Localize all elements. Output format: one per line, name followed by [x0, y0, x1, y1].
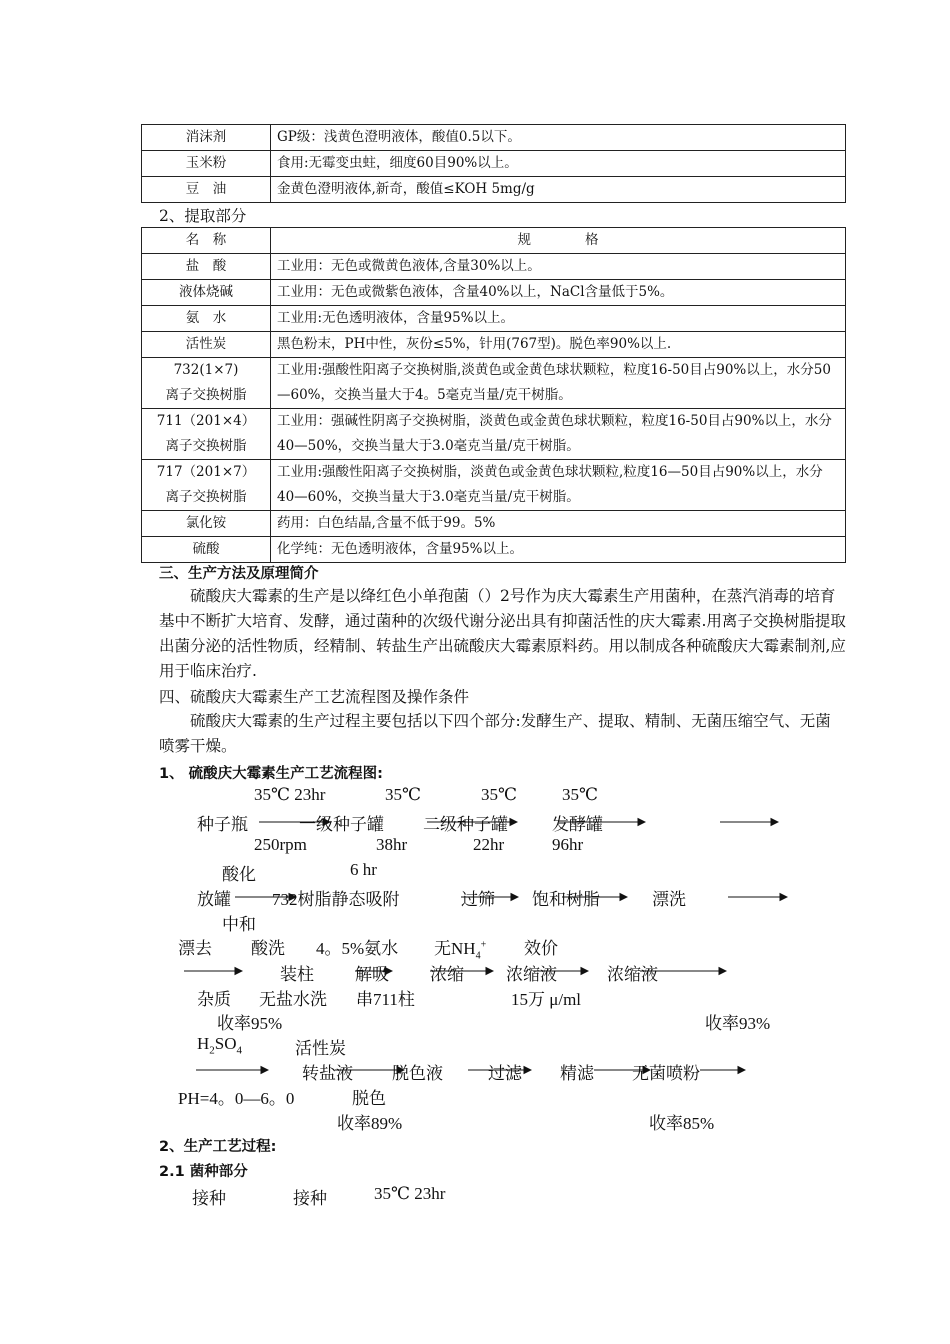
section-heading-method: 三、生产方法及原理简介: [159, 566, 319, 582]
flow-condition: 脱色: [352, 1089, 386, 1108]
flow-node: 解吸: [355, 965, 389, 984]
table-cell-name: 液体烧碱: [142, 280, 271, 306]
table-cell-name: 717（201×7） 离子交换树脂: [142, 460, 271, 511]
flow-node: 无菌喷粉: [632, 1064, 700, 1083]
flow-node: 放罐: [197, 890, 231, 909]
table-cell-name: 玉米粉: [142, 151, 271, 177]
flow-condition: 4。5%氨水: [316, 939, 399, 958]
table-cell-spec: 工业用：无色或微黄色液体,含量30%以上。: [271, 254, 846, 280]
flow-condition: 接种: [192, 1189, 226, 1208]
flow-condition: 活性炭: [295, 1039, 346, 1058]
section-heading-production: 2、生产工艺过程:: [159, 1139, 277, 1155]
table-cell-spec: 黑色粉末，PH中性，灰份≤5%，针用(767型)。脱色率90%以上.: [271, 332, 846, 358]
flow-condition: 酸化: [222, 865, 256, 884]
flow-condition: 漂去: [178, 939, 212, 958]
table-cell-spec: 化学纯：无色透明液体，含量95%以上。: [271, 537, 846, 563]
table-cell-spec: 工业用:强酸性阳离子交换树脂，淡黄色或金黄色球状颗粒,粒度16—50目占90%以上，水分40—60%，交换当量大于3.0毫克当量/克干树脂。: [271, 460, 846, 511]
section-heading-process: 四、硫酸庆大霉素生产工艺流程图及操作条件: [159, 688, 470, 706]
flow-condition: 35℃: [481, 785, 518, 804]
flow-node: 装柱: [280, 965, 314, 984]
subscript: 4: [475, 950, 481, 962]
subscript: 4: [236, 1044, 243, 1057]
flow-condition: PH=4。0—6。0: [178, 1089, 295, 1108]
superscript: +: [480, 939, 487, 951]
flowchart-title: 1、 硫酸庆大霉素生产工艺流程图:: [159, 766, 383, 782]
table-cell-spec: 金黄色澄明液体,新奇，酸值≤KOH 5mg/g: [271, 177, 846, 203]
flow-condition: 无盐水洗: [259, 990, 327, 1009]
flow-node: 过滤: [488, 1064, 522, 1083]
flow-node: 一级种子罐: [299, 815, 384, 834]
flow-node: 种子瓶: [197, 815, 248, 834]
table-cell-spec: 工业用:强酸性阳离子交换树脂,淡黄色或金黄色球状颗粒，粒度16-50目占90%以上，水分50—60%，交换当量大于4。5毫克当量/克干树脂。: [271, 358, 846, 409]
flow-condition-text: H: [197, 1034, 210, 1053]
flow-node: 转盐液: [302, 1064, 353, 1083]
flow-condition: 杂质: [197, 990, 231, 1009]
flow-condition: 接种: [293, 1189, 327, 1208]
flow-condition: 35℃ 23hr: [254, 785, 326, 804]
flow-condition: 35℃: [562, 785, 599, 804]
table-cell-name: 711（201×4） 离子交换树脂: [142, 409, 271, 460]
table-cell-spec: 药用：白色结晶,含量不低于99。5%: [271, 511, 846, 537]
table-cell-spec: 工业用:无色透明液体，含量95%以上。: [271, 306, 846, 332]
flow-condition: 15万 μ/ml: [511, 990, 582, 1009]
table-cell-spec: GP级：浅黄色澄明液体，酸值0.5以下。: [271, 125, 846, 151]
flow-node: 浓缩液: [607, 965, 658, 984]
flow-yield: 收率95%: [217, 1014, 283, 1033]
table-cell-spec: 工业用：无色或微紫色液体，含量40%以上，NaCl含量低于5%。: [271, 280, 846, 306]
flow-condition: 串711柱: [356, 990, 415, 1009]
table-header-spec: 规 格: [271, 228, 846, 254]
flow-condition: 效价: [524, 939, 558, 958]
flow-node: 饱和树脂: [532, 890, 600, 909]
table-cell-name: 硫酸: [142, 537, 271, 563]
table-cell-name: 732(1×7) 离子交换树脂: [142, 358, 271, 409]
table-cell-spec: 食用:无霉变虫蛀，细度60目90%以上。: [271, 151, 846, 177]
flow-condition: 250rpm: [254, 835, 307, 854]
method-paragraph: 硫酸庆大霉素的生产是以绛红色小单孢菌（）2号作为庆大霉素生产用菌种，在蒸汽消毒的培育基中不断扩大培育、发酵，通过菌种的次级代谢分泌出具有抑菌活性的庆大霉素.用离子交换树脂提取出菌分泌的活性物质，经精制、转盐生产出硫酸庆大霉素原料药。用以制成各种硫酸庆大霉素制剂,应用于临床治疗.: [159, 587, 846, 680]
flow-node: 浓缩液: [506, 965, 557, 984]
flow-condition: 中和: [222, 915, 256, 934]
subscript: 2: [209, 1044, 215, 1057]
table-cell-name: 氨 水: [142, 306, 271, 332]
table-cell-name: 消沫剂: [142, 125, 271, 151]
flow-node: 精滤: [560, 1064, 594, 1083]
flow-condition-text: SO: [214, 1034, 237, 1053]
table-cell-spec: 工业用：强碱性阴离子交换树脂，淡黄色或金黄色球状颗粒，粒度16-50目占90%以上，水分40—50%，交换当量大于3.0毫克当量/克干树脂。: [271, 409, 846, 460]
flow-condition: 22hr: [473, 835, 505, 854]
table-header-name: 名 称: [142, 228, 271, 254]
flow-condition: 酸洗: [251, 939, 285, 958]
table-cell-name: 豆 油: [142, 177, 271, 203]
flow-condition: 6 hr: [350, 860, 377, 879]
table-cell-name: 氯化铵: [142, 511, 271, 537]
flow-condition: 35℃: [385, 785, 422, 804]
table-cell-name: 活性炭: [142, 332, 271, 358]
flow-condition: 35℃ 23hr: [374, 1184, 446, 1203]
flow-node: 脱色液: [392, 1064, 443, 1083]
flow-yield: 收率89%: [337, 1114, 403, 1133]
subsection-heading-strain: 2.1 菌种部分: [159, 1164, 248, 1180]
flow-node: 732树脂静态吸附: [272, 890, 400, 909]
process-paragraph: 硫酸庆大霉素的生产过程主要包括以下四个部分:发酵生产、提取、精制、无菌压缩空气、无菌喷雾干燥。: [159, 712, 831, 755]
flow-condition: 38hr: [376, 835, 408, 854]
flow-node: 发酵罐: [552, 815, 603, 834]
table-cell-name: 盐 酸: [142, 254, 271, 280]
flow-node: 二级种子罐: [423, 815, 508, 834]
flow-condition-text: 无NH: [434, 939, 476, 958]
flow-node: 漂洗: [652, 890, 686, 909]
flow-node: 过筛: [461, 890, 495, 909]
flow-node: 浓缩: [430, 965, 464, 984]
section-heading-extraction: 2、提取部分: [159, 207, 247, 225]
flow-condition: 96hr: [552, 835, 584, 854]
flow-yield: 收率93%: [705, 1014, 771, 1033]
flow-yield: 收率85%: [649, 1114, 715, 1133]
